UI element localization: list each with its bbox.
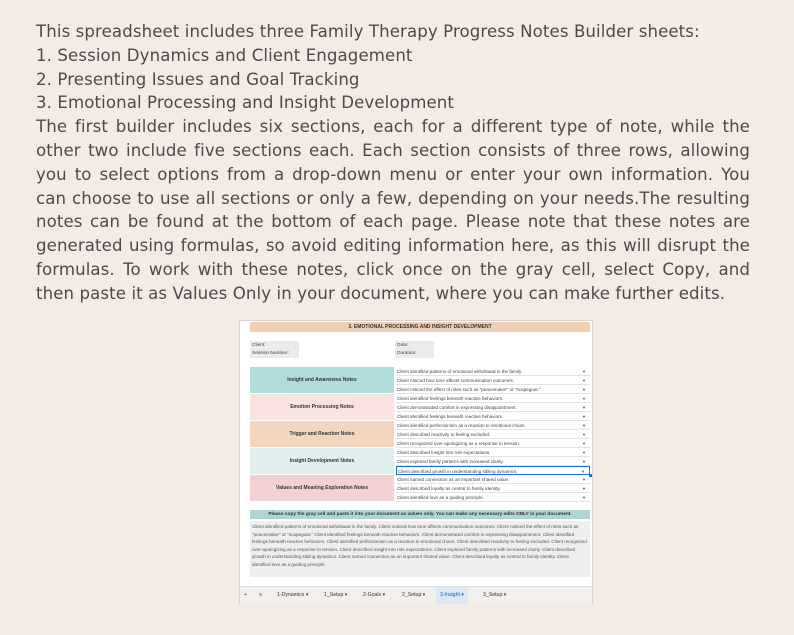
note-text: Client identified patterns of emotional withdrawal in the family.: [397, 369, 523, 374]
note-text: Client noticed how tone affects communication outcomes.: [397, 378, 515, 383]
note-dropdown-8[interactable]: [396, 430, 590, 439]
intro-line-4: 3. Emotional Processing and Insight Development: [36, 93, 455, 113]
sheet-title: 3. EMOTIONAL PROCESSING AND INSIGHT DEVELOPMENT: [250, 322, 590, 332]
intro-line-2: 1. Session Dynamics and Client Engagement: [36, 45, 413, 65]
add-sheet-button[interactable]: +: [244, 592, 248, 598]
intro-text: [36, 20, 750, 306]
note-text: Client identified love as a guiding principle.: [397, 495, 484, 500]
spreadsheet-preview: [239, 320, 593, 604]
category-3: Trigger and Reaction Notes: [250, 421, 394, 447]
note-text: Client described growth in understanding sibling dynamics.: [398, 469, 518, 474]
session-number-label: Session Number:: [250, 349, 299, 358]
dropdown-arrow-icon[interactable]: ▼: [582, 423, 586, 428]
note-text: Client identified perfectionism as a reaction to emotional chaos.: [397, 423, 526, 428]
sheet-tab-3-insight[interactable]: 3-Insight ▾: [436, 587, 468, 604]
note-dropdown-3[interactable]: [396, 385, 590, 394]
dropdown-arrow-icon[interactable]: ▼: [582, 441, 586, 446]
generated-notes-cell[interactable]: Client identified patterns of emotional withdrawal in the family. Client noticed how tone affects communication outcomes. Client noticed the effect of roles such as "peacemaker" or "scapegoat." Client identified feelings beneath reactive behaviors. Client demonstrated comfort in expressing disappointment. Client identified feelings beneath reactive behaviors. Client identified perfectionism as a reaction to emotional chaos. Client described reactivity to feeling excluded. Client recognized over-apologizing as a response to tension. Client described insight into role expectations. Client explored family patterns with increased clarity. Client described growth in understanding sibling dynamics. Client named connection as an important shared value. Client described loyalty as central to family identity. Client identified love as a guiding principle.: [250, 521, 590, 577]
note-dropdown-11[interactable]: [396, 457, 590, 466]
note-dropdown-10[interactable]: [396, 448, 590, 457]
sheet-tab-2-goals[interactable]: 2-Goals ▾: [363, 592, 386, 598]
dropdown-arrow-icon[interactable]: ▼: [582, 477, 586, 482]
note-dropdown-12[interactable]: [396, 466, 590, 475]
note-dropdown-6[interactable]: [396, 412, 590, 421]
dropdown-arrow-icon[interactable]: ▼: [582, 450, 586, 455]
all-sheets-menu-icon[interactable]: ≡: [259, 592, 263, 598]
intro-line-1: This spreadsheet includes three Family Therapy Progress Notes Builder sheets:: [36, 22, 700, 41]
sheet-tab-3-setup[interactable]: 3_Setup ▾: [483, 592, 507, 598]
client-label: Client:: [250, 341, 299, 350]
dropdown-arrow-icon[interactable]: ▼: [582, 405, 586, 410]
note-text: Client demonstrated comfort in expressing disappointment.: [397, 405, 517, 410]
duration-label: Duration:: [395, 349, 434, 358]
category-5: Values and Meaning Exploration Notes: [250, 475, 394, 501]
dropdown-arrow-icon[interactable]: ▼: [582, 387, 586, 392]
note-dropdown-9[interactable]: [396, 439, 590, 448]
category-1: Insight and Awareness Notes: [250, 367, 394, 393]
sheet-tab-bar: [240, 586, 592, 604]
category-2: Emotion Processing Notes: [250, 394, 394, 420]
note-dropdown-13[interactable]: [396, 475, 590, 484]
note-text: Client named connection as an important shared value.: [397, 477, 510, 482]
note-dropdown-7[interactable]: [396, 421, 590, 430]
note-dropdown-1[interactable]: [396, 367, 590, 376]
note-text: Client noticed the effect of roles such as "peacemaker" or "scapegoat.": [397, 387, 541, 392]
sheet-tab-1-dynamics[interactable]: 1-Dynamics ▾: [277, 592, 309, 598]
note-text: Client identified feelings beneath reactive behaviors.: [397, 414, 504, 419]
note-dropdown-2[interactable]: [396, 376, 590, 385]
dropdown-arrow-icon[interactable]: ▼: [582, 396, 586, 401]
note-dropdown-14[interactable]: [396, 484, 590, 493]
note-text: Client recognized over-apologizing as a response to tension.: [397, 441, 521, 446]
note-dropdown-15[interactable]: [396, 493, 590, 502]
note-text: Client explored family patterns with increased clarity.: [397, 459, 504, 464]
intro-paragraph: The first builder includes six sections, each for a different type of note, while the other two include five sections each. Each section consists of three rows, allowing you to select options from a drop-down menu or enter your own information. You can choose to use all sections or only a few, depending on your needs.The resulting notes can be found at the bottom of each page. Please note that these notes are generated using formulas, so avoid editing information here, as this will disrupt the formulas. To work with these notes, click once on the gray cell, select Copy, and then paste it as Values Only in your document, where you can make further edits.: [36, 117, 750, 303]
sheet-tab-1-setup[interactable]: 1_Setup ▾: [324, 592, 348, 598]
note-text: Client described reactivity to feeling excluded.: [397, 432, 491, 437]
sheet-tab-2-setup[interactable]: 2_Setup ▾: [402, 592, 426, 598]
dropdown-arrow-icon[interactable]: ▼: [582, 486, 586, 491]
dropdown-arrow-icon[interactable]: ▼: [581, 469, 585, 474]
copy-instructions-banner: Please copy the gray cell and paste it into your document as values only. You can make any necessary edits ONLY in your document.: [250, 510, 590, 519]
date-label: Date:: [395, 341, 434, 350]
note-text: Client identified feelings beneath reactive behaviors.: [397, 396, 504, 401]
category-4: Insight Development Notes: [250, 448, 394, 474]
note-text: Client described insight into role expectations.: [397, 450, 491, 455]
note-dropdown-5[interactable]: [396, 403, 590, 412]
dropdown-arrow-icon[interactable]: ▼: [582, 369, 586, 374]
selection-handle[interactable]: [589, 474, 592, 477]
dropdown-arrow-icon[interactable]: ▼: [582, 495, 586, 500]
dropdown-arrow-icon[interactable]: ▼: [582, 432, 586, 437]
note-dropdown-4[interactable]: [396, 394, 590, 403]
dropdown-arrow-icon[interactable]: ▼: [582, 459, 586, 464]
intro-line-3: 2. Presenting Issues and Goal Tracking: [36, 69, 360, 89]
dropdown-arrow-icon[interactable]: ▼: [582, 378, 586, 383]
note-text: Client described loyalty as central to family identity.: [397, 486, 501, 491]
dropdown-arrow-icon[interactable]: ▼: [582, 414, 586, 419]
